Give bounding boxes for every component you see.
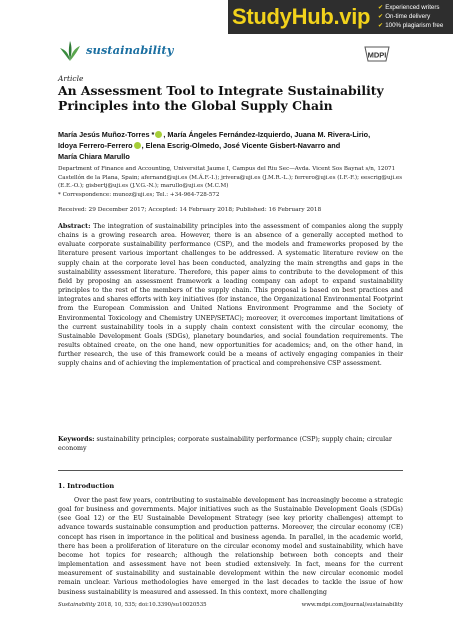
banner-feature: ✔ On-time delivery: [378, 13, 431, 21]
section-divider: [58, 470, 403, 471]
check-icon: ✔: [378, 4, 384, 11]
mdpi-logo: [362, 45, 392, 63]
abstract: [58, 222, 403, 369]
journal-name: sustainability: [86, 43, 174, 57]
footer-url[interactable]: www.mdpi.com/journal/sustainability: [301, 602, 403, 608]
authors: María Jesús Muñoz-Torres * , María Ángeles Fernández-Izquierdo, Juana M. Rivera-Lirio, Idoya Ferrero-Ferrero , Elena Escrig-Olmedo, José Vicente Gisbert-Navarro and María Chiara Marullo: [58, 130, 371, 161]
introduction-text: Over the past few years, contributing to sustainable development has increasingly become a strategic goal for business and governments. Major initiatives such as the Sustainable Development Goals (SDGs) (see Goal 12) or the EU Sustainable Development Strategy (see key priority challenges) attempt to advance towards sustainable consumption and production patterns. Moreover, the circular economy (CE) concept has risen in importance in the political and business agenda. In parallel, in the academic world, there has been a proliferation of literature on the circular economy model and sustainability, which have become hot topics for research; although the relationship between both concepts and their implementation and assessment have not been studied extensively. In fact, means for the current measurement of sustainability and sustainable development within the new circular economic model remain unclear. Various methodologies have emerged in the last decades to tackle the issue of how business sustainability is measured and assessed. In this context, more challenging: [58, 497, 403, 596]
correspondence: * Correspondence: munoz@uji.es; Tel.: +34-964-728-572: [58, 191, 220, 198]
keywords-text: sustainability principles; corporate sustainability performance (CSP); supply chain; circular economy: [58, 436, 392, 453]
abstract-text: The integration of sustainability principles into the assessment of companies along the supply chains is a growing research area. However, there is an absence of a generally accepted method to evaluate corporate sustainability performance (CSP), and the models and frameworks proposed by the literature present various important challenges to be addressed. A systematic literature review on the supply chain at the corporate level has been conducted, analyzing the main strengths and gaps in the sustainability assessment literature. Therefore, this paper aims to contribute to the development of this field by proposing an assessment framework a leading company can adopt to expand sustainability principles to the rest of the members of the supply chain. This proposal is based on best practices and integrates and shares efforts with key initiatives (for instance, the Organizational Environmental Footprint from the European Commission and United Nations Environment Programme and the Society of Environmental Toxicology and Chemistry UNEP/SETAC); moreover, it overcomes important limitations of the current sustainability tools in a supply chain context consistent with the circular economy, the Sustainable Development Goals (SDGs), planetary boundaries, and social foundation requirements. The results obtained create, on the one hand, new opportunities for academics; and, on the other hand, in further research, the use of this framework could be a means of actively engaging companies in their supply chains and of achieving the implementation of practical and comprehensive CSP assessment.: [58, 223, 403, 368]
section-title: 1. Introduction: [58, 482, 115, 490]
affiliation: Department of Finance and Accounting, Universitat Jaume I, Campus del Riu Sec—Avda. Vicent Sos Baynat s/n, 12071 Castellón de la Plana, Spain; afernand@uji.es (M.Á.F.-I.); jrivera@uji.es (J.M.R.-L.); ferrero@uji.es (I.F.-F.); eescrig@uji.es (E.E.-O.); gisbertj@uji.es (J.V.G.-N.); marullo@uji.es (M.C.M) * Correspondence: munoz@uji.es; Tel.: +34-964-728-572: [58, 166, 403, 198]
keywords: [58, 435, 403, 453]
check-icon: ✔: [378, 13, 384, 21]
studyhub-logo[interactable]: StudyHub.vip: [232, 4, 371, 29]
received-dates: Received: 29 December 2017; Accepted: 14 February 2018; Published: 16 February 2018: [58, 207, 322, 213]
studyhub-banner[interactable]: [228, 0, 453, 34]
banner-feature: ✔ Experienced writers: [378, 4, 440, 11]
svg-text:MDPI: MDPI: [367, 50, 387, 60]
article-title: An Assessment Tool to Integrate Sustainability Principles into the Global Supply Chain: [58, 83, 384, 113]
orcid-icon[interactable]: [155, 131, 162, 138]
banner-feature: ✔ 100% plagiarism free: [378, 22, 444, 30]
abstract-label: Abstract:: [58, 223, 91, 230]
keywords-label: Keywords:: [58, 436, 95, 443]
footer-citation: Sustainability 2018, 10, 535; doi:10.3390/su10020535: [58, 602, 207, 608]
check-icon: ✔: [378, 22, 384, 30]
sustainability-leaf-icon: [58, 40, 82, 62]
orcid-icon[interactable]: [134, 142, 141, 149]
article-type: Article: [58, 74, 84, 83]
banner-features: [378, 3, 443, 31]
